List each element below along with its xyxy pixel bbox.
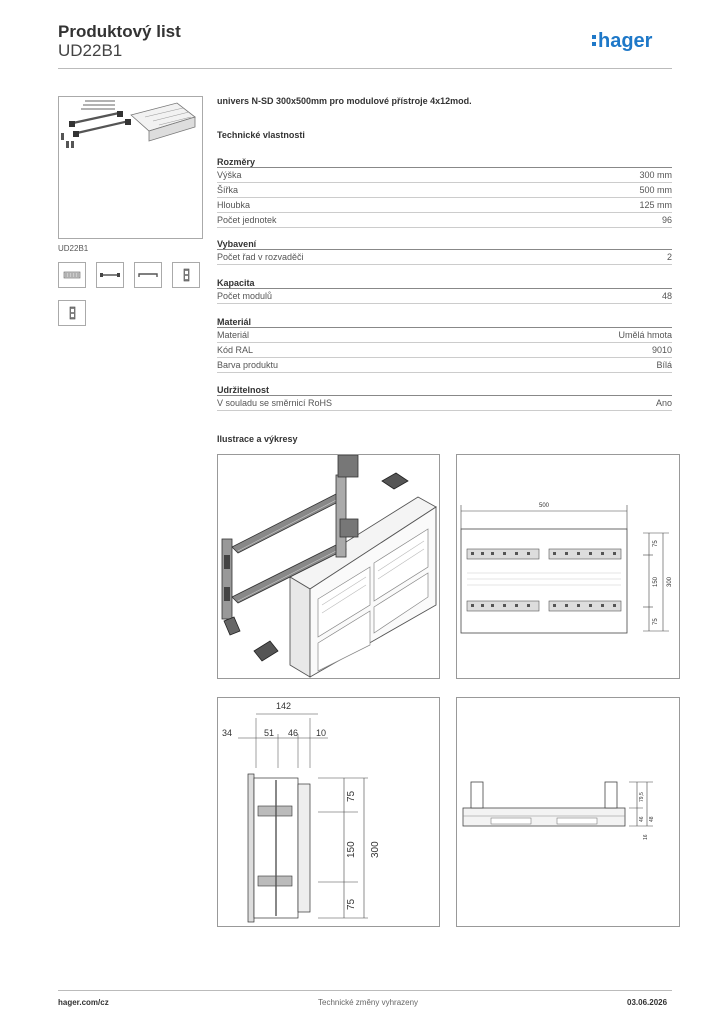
dim-46: 46 (288, 728, 299, 738)
prop-row (217, 289, 672, 304)
thumbnail-clip-2[interactable] (58, 300, 86, 326)
prop-value: Bílá (656, 360, 672, 370)
thumbnail-bar[interactable] (96, 262, 124, 288)
header-divider (58, 68, 672, 69)
prop-value: Umělá hmota (618, 330, 672, 340)
prop-label: Barva produktu (217, 360, 279, 370)
dim-16: 16 (643, 834, 649, 840)
footer-notice: Technické změny vyhrazeny (318, 998, 419, 1007)
group-dimensions (217, 156, 672, 228)
prop-label: Výška (217, 170, 242, 180)
prop-label: Počet jednotek (217, 215, 277, 225)
thumbnail-bracket[interactable] (134, 262, 162, 288)
dim-middle: 150 (653, 576, 659, 587)
group-title: Vybavení (217, 238, 672, 250)
illustrations-heading: Ilustrace a výkresy (217, 434, 298, 444)
dim-total: 300 (667, 576, 673, 587)
svg-text:hager: hager (598, 30, 653, 52)
prop-row (217, 396, 672, 411)
group-title: Materiál (217, 316, 672, 328)
group-capacity (217, 277, 672, 304)
prop-row (217, 358, 672, 373)
footer-website-link[interactable]: hager.com/cz (58, 998, 109, 1007)
footer-divider (58, 990, 672, 991)
prop-row (217, 183, 672, 198)
group-sustainability (217, 384, 672, 411)
footer-date: 03.06.2026 (627, 998, 668, 1007)
prop-label: Hloubka (217, 200, 251, 210)
group-title: Rozměry (217, 156, 672, 168)
hager-logo (592, 28, 674, 54)
drawing-side-view[interactable] (217, 697, 440, 927)
drawing-3d-view[interactable] (217, 454, 440, 679)
dim-bottom: 75 (653, 618, 659, 625)
prop-value: 2 (666, 252, 672, 262)
dim-10: 10 (316, 728, 327, 738)
prop-label: V souladu se směrnicí RoHS (217, 398, 333, 408)
page-title: Produktový list (58, 22, 181, 41)
group-title: Kapacita (217, 277, 672, 289)
group-equipment (217, 238, 672, 265)
prop-value: 96 (661, 215, 672, 225)
dim-top: 75 (653, 540, 659, 547)
thumbnail-clip[interactable] (172, 262, 200, 288)
prop-value: 48 (661, 291, 672, 301)
prop-row (217, 250, 672, 265)
product-image[interactable] (58, 96, 203, 239)
prop-value: 125 mm (639, 200, 672, 210)
drawing-bottom-view[interactable] (456, 697, 680, 927)
dim-51: 51 (264, 728, 275, 738)
prop-value: 500 mm (639, 185, 672, 195)
prop-row (217, 213, 672, 228)
group-title: Udržitelnost (217, 384, 672, 396)
prop-value: 300 mm (639, 170, 672, 180)
dim-142: 142 (276, 701, 292, 711)
dim-46-b: 46 (639, 816, 645, 822)
dim-side-150: 150 (346, 841, 357, 858)
prop-label: Počet modulů (217, 291, 273, 301)
prop-row (217, 168, 672, 183)
dim-side-75b: 75 (346, 898, 357, 910)
drawing-front-view[interactable] (456, 454, 680, 679)
prop-label: Počet řad v rozvaděči (217, 252, 304, 262)
dim-34: 34 (222, 728, 233, 738)
dim-48: 48 (649, 816, 655, 822)
prop-label: Šířka (217, 185, 239, 195)
dim-side-75a: 75 (346, 790, 357, 802)
tech-props-heading: Technické vlastnosti (217, 130, 305, 140)
product-image-caption: UD22B1 (58, 244, 89, 253)
prop-row (217, 198, 672, 213)
prop-row (217, 328, 672, 343)
product-code: UD22B1 (58, 41, 123, 60)
group-material (217, 316, 672, 373)
dim-79-5: 79,5 (639, 792, 645, 802)
page-header (58, 22, 181, 60)
product-subtitle: univers N-SD 300x500mm pro modulové přístroje 4x12mod. (217, 96, 472, 106)
prop-value: 9010 (651, 345, 672, 355)
thumbnail-rails[interactable] (58, 262, 86, 288)
prop-row (217, 343, 672, 358)
prop-value: Ano (655, 398, 672, 408)
prop-label: Materiál (217, 330, 250, 340)
dim-side-300: 300 (370, 841, 381, 858)
dim-width: 500 (538, 503, 550, 509)
prop-label: Kód RAL (217, 345, 254, 355)
